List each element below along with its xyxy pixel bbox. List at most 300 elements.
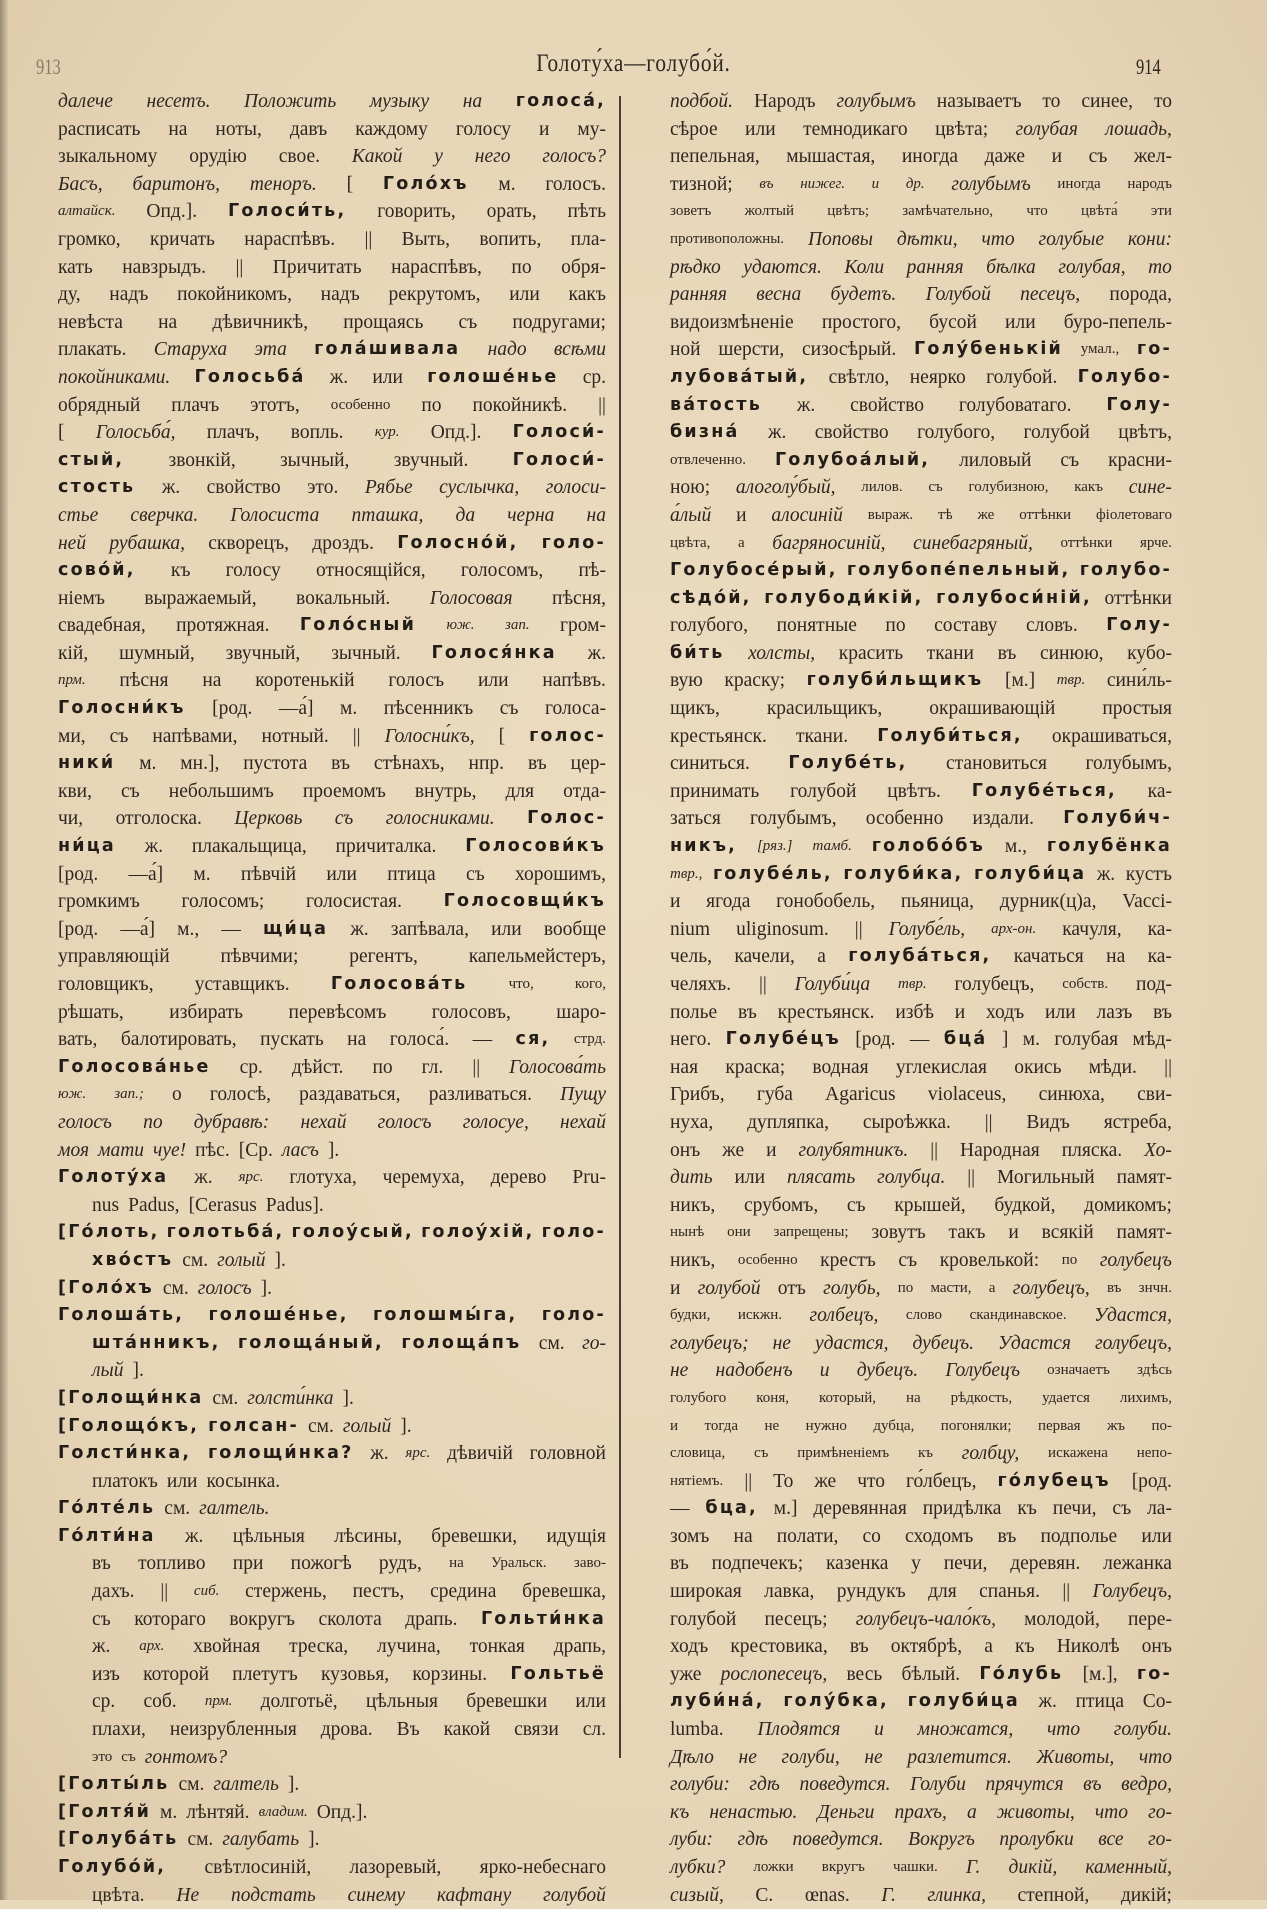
text-line bbox=[58, 999, 606, 1027]
body-text: или bbox=[166, 1470, 198, 1492]
headword: Гольтьё bbox=[510, 1663, 606, 1684]
body-text: оттѣнки bbox=[1060, 534, 1113, 551]
body-text: порода, bbox=[1109, 284, 1172, 306]
text-line bbox=[670, 695, 1172, 723]
body-text: и bbox=[766, 1139, 777, 1161]
text-line bbox=[58, 1247, 606, 1275]
headword: сово́й, bbox=[58, 560, 136, 581]
italic-text: голосуе, bbox=[462, 1111, 529, 1133]
italic-text: голосъ? bbox=[542, 146, 606, 168]
body-text: идущія bbox=[546, 1525, 606, 1547]
body-text: знчн. bbox=[1138, 1279, 1172, 1296]
italic-text: будетъ. bbox=[830, 284, 897, 306]
italic-text: Пущу bbox=[560, 1084, 606, 1106]
body-text: прощаясь bbox=[343, 311, 424, 333]
headword: голоше́нье, bbox=[208, 1305, 349, 1326]
headword: Голу- bbox=[1106, 615, 1172, 636]
text-line bbox=[58, 640, 606, 668]
body-text: казенка bbox=[825, 1553, 889, 1575]
body-text: кви, bbox=[58, 780, 92, 802]
body-text: сходомъ bbox=[905, 1525, 974, 1547]
body-text: ною; bbox=[670, 477, 711, 499]
headword: голобо́бъ bbox=[871, 836, 985, 857]
body-text: свойство bbox=[206, 477, 281, 499]
body-text: въ bbox=[1106, 1279, 1122, 1296]
text-line bbox=[670, 88, 1172, 116]
body-text: бусой bbox=[929, 311, 977, 333]
body-text: съ bbox=[92, 1608, 111, 1630]
body-text: Padus]. bbox=[265, 1194, 324, 1216]
body-text: у bbox=[911, 1553, 921, 1575]
body-text: плачъ bbox=[171, 394, 220, 416]
body-text: глотуха, bbox=[289, 1167, 357, 1189]
body-text: цер- bbox=[570, 753, 606, 775]
headword: Го́лубь bbox=[979, 1663, 1064, 1684]
italic-text: прм. bbox=[58, 672, 86, 689]
italic-text: ненастью. bbox=[709, 1801, 798, 1823]
text-line bbox=[670, 1826, 1172, 1854]
body-text: же bbox=[814, 1470, 837, 1492]
body-text: будки, bbox=[670, 1307, 711, 1324]
headword: голо- bbox=[541, 1305, 606, 1326]
body-text: напѣвами, bbox=[152, 725, 238, 747]
body-text: первая bbox=[1037, 1417, 1081, 1434]
text-line bbox=[58, 861, 606, 889]
body-text: съ bbox=[846, 1194, 866, 1216]
text-line bbox=[670, 309, 1172, 337]
body-text: рѣдкость, bbox=[950, 1389, 1013, 1406]
italic-text: голубецъ bbox=[1099, 1249, 1172, 1271]
body-text: соб. bbox=[143, 1691, 177, 1713]
body-text: кій, bbox=[58, 642, 89, 664]
body-text: мѣди. bbox=[1088, 1056, 1137, 1078]
body-text: раздаваться, bbox=[299, 1084, 401, 1106]
italic-text: голубымъ bbox=[836, 91, 916, 112]
headword: Голосова́нье bbox=[58, 1056, 211, 1077]
italic-text: покойниками. bbox=[58, 366, 171, 388]
italic-text: зап.; bbox=[114, 1086, 144, 1103]
body-text: ноты, bbox=[215, 118, 262, 140]
headword: Голубоа́лый, bbox=[774, 449, 931, 470]
italic-text: Плодятся bbox=[757, 1719, 841, 1741]
headword: голуби́ца bbox=[907, 1691, 1020, 1712]
body-text: лѣнтяй. bbox=[186, 1801, 250, 1823]
italic-text: стье bbox=[58, 504, 99, 526]
body-text: замѣчательно, bbox=[902, 203, 994, 220]
text-line bbox=[58, 1550, 606, 1578]
italic-text: не bbox=[670, 1360, 689, 1382]
italic-text: галтель bbox=[213, 1774, 279, 1796]
body-text: коротенькій bbox=[255, 670, 355, 692]
text-line bbox=[58, 1413, 606, 1441]
italic-text: арх-он. bbox=[991, 920, 1037, 937]
body-text: гл. bbox=[421, 1056, 444, 1078]
headword: [Го́лоть, bbox=[58, 1222, 160, 1243]
italic-text: Вокругъ bbox=[908, 1829, 975, 1851]
body-text: ]. bbox=[287, 1774, 300, 1796]
body-text: лавка, bbox=[764, 1581, 815, 1603]
body-text: violaceus, bbox=[927, 1084, 1007, 1106]
body-text: по bbox=[885, 615, 906, 637]
body-text: вать, bbox=[58, 1029, 98, 1051]
body-text: Опд.]. bbox=[430, 422, 482, 444]
headword: шта́нникъ, bbox=[92, 1332, 221, 1353]
body-text: коня, bbox=[756, 1389, 789, 1406]
body-text: см. bbox=[307, 1415, 334, 1437]
body-text: уже bbox=[670, 1663, 702, 1685]
text-line bbox=[670, 254, 1172, 282]
body-text: топливо bbox=[138, 1553, 206, 1575]
italic-text: Животы, bbox=[1036, 1746, 1115, 1768]
body-text: нужно bbox=[805, 1417, 847, 1434]
body-text: ж. bbox=[161, 477, 181, 499]
body-text: бѣлый. bbox=[901, 1663, 961, 1685]
body-text: [род. bbox=[58, 918, 99, 940]
headword: голубопе́пельный, bbox=[846, 560, 1071, 581]
headword: хво́стъ bbox=[92, 1249, 174, 1270]
body-text: Причитать bbox=[272, 256, 362, 278]
italic-text: Голубой bbox=[925, 284, 991, 306]
text-line bbox=[670, 502, 1172, 530]
italic-text: что bbox=[981, 228, 1015, 250]
body-text: голосъ. bbox=[545, 173, 606, 195]
italic-text: поведутся. bbox=[792, 1829, 884, 1851]
body-text: а bbox=[988, 1279, 996, 1296]
body-text: народъ bbox=[1127, 175, 1172, 192]
body-text: голубоватаго. bbox=[958, 394, 1072, 416]
body-text: пѣсенникъ bbox=[383, 698, 474, 720]
body-text: ярче. bbox=[1139, 534, 1172, 551]
headword: Голубо- bbox=[1077, 366, 1172, 387]
body-text: голосу bbox=[225, 560, 281, 582]
headword: голуби́ка, bbox=[843, 863, 964, 884]
text-line bbox=[58, 943, 606, 971]
text-line bbox=[670, 1440, 1172, 1468]
italic-text: голубой bbox=[697, 1277, 761, 1299]
body-text: птица bbox=[1075, 1691, 1125, 1713]
body-text: кубо- bbox=[1127, 642, 1172, 664]
body-text: Выть, bbox=[401, 228, 451, 250]
italic-text: Голубе́ль, bbox=[888, 918, 966, 940]
body-text: пестъ, bbox=[352, 1581, 405, 1603]
body-text: чашки. bbox=[892, 1859, 938, 1875]
body-text: слово bbox=[905, 1307, 943, 1324]
body-text: непо- bbox=[1136, 1445, 1172, 1462]
body-text: покойникомъ, bbox=[177, 284, 292, 306]
text-line bbox=[670, 1192, 1172, 1220]
body-text: головщикъ, bbox=[58, 974, 154, 995]
body-text: голосомъ; bbox=[181, 891, 265, 913]
body-text: печи, bbox=[943, 1553, 988, 1575]
italic-text: разлетится. bbox=[907, 1746, 1012, 1768]
italic-text: ранняя bbox=[906, 256, 964, 278]
body-text: оттѣнки bbox=[1019, 506, 1072, 523]
body-text: голосомъ, bbox=[460, 560, 544, 582]
body-text: бревешки bbox=[466, 1691, 548, 1713]
body-text: голосъ bbox=[388, 670, 445, 692]
body-text: пустота bbox=[243, 753, 308, 775]
headword: Голубе́ться, bbox=[971, 780, 1117, 801]
body-text: драпь, bbox=[553, 1636, 606, 1658]
body-text: гонобобель, bbox=[776, 891, 876, 913]
text-line bbox=[670, 999, 1172, 1027]
body-text: ж. bbox=[350, 918, 369, 940]
body-text: иногда bbox=[901, 146, 959, 168]
body-text: дурник(ц)а, bbox=[999, 891, 1097, 913]
text-line bbox=[670, 1799, 1172, 1827]
headword: Голубе́ть, bbox=[788, 753, 908, 774]
italic-text: алтайск. bbox=[58, 203, 116, 220]
body-text: ложки bbox=[753, 1859, 794, 1875]
italic-text: лубки? bbox=[670, 1857, 726, 1878]
italic-text: Голубецъ, bbox=[1092, 1581, 1172, 1603]
body-text: цвѣтъ, bbox=[1118, 422, 1172, 444]
body-text: съ bbox=[458, 311, 478, 333]
page-number-right: 914 bbox=[1136, 54, 1161, 79]
italic-text: дить bbox=[670, 1167, 713, 1189]
text-line bbox=[58, 254, 606, 282]
body-text: дубца, bbox=[873, 1417, 915, 1434]
body-text: о bbox=[172, 1084, 182, 1106]
text-line bbox=[670, 1744, 1172, 1772]
body-text: м. bbox=[498, 173, 516, 195]
italic-text: дѣтки, bbox=[896, 228, 958, 250]
body-text: буро-пепель- bbox=[1063, 311, 1172, 333]
body-text: или bbox=[491, 918, 522, 940]
body-text: красить bbox=[838, 642, 904, 664]
body-text: ка- bbox=[1147, 946, 1172, 968]
italic-text: сизый, bbox=[670, 1884, 724, 1906]
body-text: нараспѣвъ. bbox=[244, 228, 336, 250]
body-text: [ bbox=[58, 422, 65, 444]
body-text: || bbox=[472, 1056, 481, 1078]
text-line bbox=[58, 392, 606, 420]
italic-text: надобенъ bbox=[715, 1360, 793, 1382]
body-text: || bbox=[854, 918, 863, 940]
text-line bbox=[670, 723, 1172, 751]
headword: голоща́пъ bbox=[401, 1332, 522, 1353]
body-text: и bbox=[670, 891, 681, 913]
body-text: примѣненіемъ bbox=[797, 1445, 890, 1462]
text-line bbox=[58, 88, 606, 116]
body-text: см. bbox=[162, 1277, 189, 1299]
body-text: звонкій, bbox=[168, 449, 236, 471]
italic-text: Рябье bbox=[364, 477, 413, 499]
body-text: || bbox=[744, 1470, 753, 1492]
body-text: uliginosum. bbox=[736, 918, 829, 940]
body-text: въ bbox=[527, 753, 547, 775]
body-text: подпечекъ; bbox=[711, 1553, 804, 1575]
text-line bbox=[58, 971, 606, 999]
body-text: или bbox=[1005, 311, 1036, 333]
text-line bbox=[670, 916, 1172, 944]
italic-text: мати bbox=[98, 1139, 145, 1161]
body-text: будкой, bbox=[994, 1194, 1056, 1216]
italic-text: каменный, bbox=[1085, 1857, 1172, 1878]
text-line bbox=[670, 1302, 1172, 1330]
body-text: ]. bbox=[260, 1277, 272, 1299]
body-text: м., bbox=[1004, 836, 1027, 858]
body-text: дикій; bbox=[1120, 1884, 1172, 1906]
body-text: какой bbox=[443, 1719, 491, 1741]
headword: голуби́льщикъ bbox=[806, 670, 984, 691]
body-text: красни- bbox=[1108, 449, 1172, 471]
text-line bbox=[670, 833, 1172, 861]
body-text: изъ bbox=[92, 1663, 120, 1685]
body-text: не bbox=[764, 1417, 780, 1434]
text-line bbox=[58, 1219, 606, 1247]
body-text: Pru- bbox=[572, 1167, 606, 1189]
body-text: птица bbox=[387, 863, 436, 885]
italic-text: все bbox=[1098, 1829, 1124, 1851]
headword: Голосни́къ bbox=[58, 698, 186, 719]
italic-text: всѣми bbox=[553, 339, 606, 361]
text-line bbox=[670, 805, 1172, 833]
body-text: весь bbox=[846, 1663, 883, 1685]
body-text: ]. bbox=[400, 1415, 412, 1437]
body-text: губа bbox=[756, 1084, 793, 1106]
body-text: пѣс. bbox=[195, 1139, 230, 1161]
italic-text: дикій, bbox=[1008, 1857, 1058, 1878]
italic-text: голуби. bbox=[1113, 1719, 1172, 1741]
italic-text: подстать bbox=[231, 1884, 316, 1906]
body-text: рундукъ bbox=[836, 1581, 906, 1603]
headword: Голубосе́рый, bbox=[670, 560, 838, 581]
body-text: такъ bbox=[948, 1222, 986, 1244]
body-text: ла- bbox=[1147, 1498, 1172, 1520]
body-text: рѣшать, bbox=[58, 1001, 124, 1023]
italic-text: въ bbox=[759, 175, 774, 192]
text-line bbox=[670, 1495, 1172, 1523]
body-text: Co- bbox=[1142, 1691, 1172, 1713]
body-text: плачъ, bbox=[206, 422, 260, 444]
italic-text: голосъ bbox=[377, 1111, 432, 1133]
headword: стый, bbox=[58, 449, 125, 470]
body-text: искажена bbox=[1048, 1445, 1108, 1462]
text-line bbox=[58, 1440, 606, 1468]
body-text: C. bbox=[755, 1884, 774, 1906]
body-text: сви- bbox=[1137, 1084, 1172, 1106]
body-text: дѣвичникѣ, bbox=[212, 311, 309, 333]
text-line bbox=[58, 1799, 606, 1827]
body-text: искжн. bbox=[737, 1307, 782, 1324]
body-text: на bbox=[449, 1555, 464, 1572]
text-line bbox=[670, 861, 1172, 889]
text-line bbox=[670, 392, 1172, 420]
body-text: что bbox=[857, 1470, 886, 1492]
body-text: дупляпка, bbox=[747, 1111, 830, 1133]
italic-text: нижег. bbox=[800, 175, 845, 192]
body-text: запрещены; bbox=[773, 1224, 849, 1241]
headword: Голоси́ть, bbox=[227, 201, 347, 222]
italic-text: а bbox=[966, 1801, 977, 1823]
text-line bbox=[670, 1661, 1172, 1689]
headword: голошмы́га, bbox=[373, 1305, 518, 1326]
body-text: въ bbox=[738, 1001, 757, 1023]
body-text: спанья. bbox=[979, 1581, 1040, 1603]
italic-text: голый bbox=[342, 1415, 392, 1437]
body-text: || bbox=[984, 1111, 993, 1133]
body-text: деревян. bbox=[1010, 1553, 1081, 1575]
body-text: голосѣ, bbox=[209, 1084, 272, 1106]
body-text: цвѣта́ bbox=[1081, 203, 1118, 220]
body-text: полати, bbox=[776, 1525, 839, 1547]
body-text: напѣвъ. bbox=[542, 670, 606, 692]
body-text: Народъ bbox=[753, 91, 816, 112]
body-text: ср. bbox=[92, 1691, 116, 1713]
body-text: на bbox=[158, 311, 178, 333]
body-text: лазъ bbox=[1096, 1001, 1133, 1023]
body-text: въ bbox=[1153, 1001, 1172, 1023]
text-line bbox=[670, 474, 1172, 502]
italic-text: Удастся, bbox=[1094, 1305, 1172, 1327]
text-line bbox=[670, 1219, 1172, 1247]
body-text: ]. bbox=[274, 1249, 286, 1271]
body-text: перевѣсомъ bbox=[288, 1001, 387, 1023]
body-text: —а́] bbox=[278, 698, 314, 720]
italic-text: не bbox=[864, 1746, 883, 1768]
italic-text: пташка, bbox=[351, 504, 424, 526]
body-text: а bbox=[817, 946, 826, 968]
text-line bbox=[670, 171, 1172, 199]
body-text: расписать bbox=[58, 118, 141, 140]
text-line bbox=[670, 1385, 1172, 1413]
body-text: ходъ bbox=[986, 1001, 1025, 1023]
headword: бца, bbox=[705, 1498, 758, 1519]
body-text: молодой, bbox=[1024, 1608, 1100, 1630]
text-line bbox=[670, 1413, 1172, 1441]
body-text: вопить, bbox=[479, 228, 542, 250]
text-line bbox=[58, 1081, 606, 1109]
body-text: || bbox=[160, 1581, 169, 1603]
italic-text: зап. bbox=[504, 617, 530, 634]
headword: ся, bbox=[515, 1029, 551, 1050]
body-text: онъ bbox=[1141, 1636, 1172, 1658]
body-text: см. bbox=[164, 1498, 191, 1520]
body-text: подругами; bbox=[512, 311, 606, 333]
body-text: лихимъ, bbox=[1119, 1389, 1172, 1406]
italic-text: голубой bbox=[543, 1884, 606, 1906]
body-text: съ bbox=[499, 698, 519, 720]
body-text: голоса́. bbox=[389, 1029, 450, 1051]
body-text: голубого bbox=[670, 1389, 727, 1406]
text-line bbox=[58, 1026, 606, 1054]
text-line bbox=[58, 1302, 606, 1330]
headword: голоше́нье bbox=[427, 366, 559, 387]
text-line bbox=[670, 1026, 1172, 1054]
body-text: — bbox=[670, 1498, 690, 1520]
body-text: голубая bbox=[1054, 1029, 1119, 1051]
text-line bbox=[58, 171, 606, 199]
body-text: къ bbox=[1015, 1636, 1035, 1658]
body-text: для bbox=[928, 1581, 957, 1603]
body-text: цвѣтъ; bbox=[827, 203, 869, 220]
body-text: избѣ bbox=[895, 1001, 934, 1023]
text-line bbox=[58, 530, 606, 558]
body-text: цѣльныя bbox=[365, 1691, 439, 1713]
text-line bbox=[58, 1882, 606, 1909]
body-text: ж. bbox=[587, 642, 606, 664]
body-text: ж. bbox=[194, 1167, 213, 1189]
body-text: плахи, bbox=[92, 1719, 146, 1741]
body-text: сѣрое bbox=[670, 118, 718, 140]
body-text: понятные bbox=[776, 615, 857, 637]
body-text: дрова. bbox=[320, 1719, 373, 1741]
headword: Голося́нка bbox=[431, 642, 557, 663]
body-text: съ bbox=[121, 780, 140, 802]
italic-text: моя bbox=[58, 1139, 90, 1161]
body-text: и bbox=[954, 1001, 966, 1023]
